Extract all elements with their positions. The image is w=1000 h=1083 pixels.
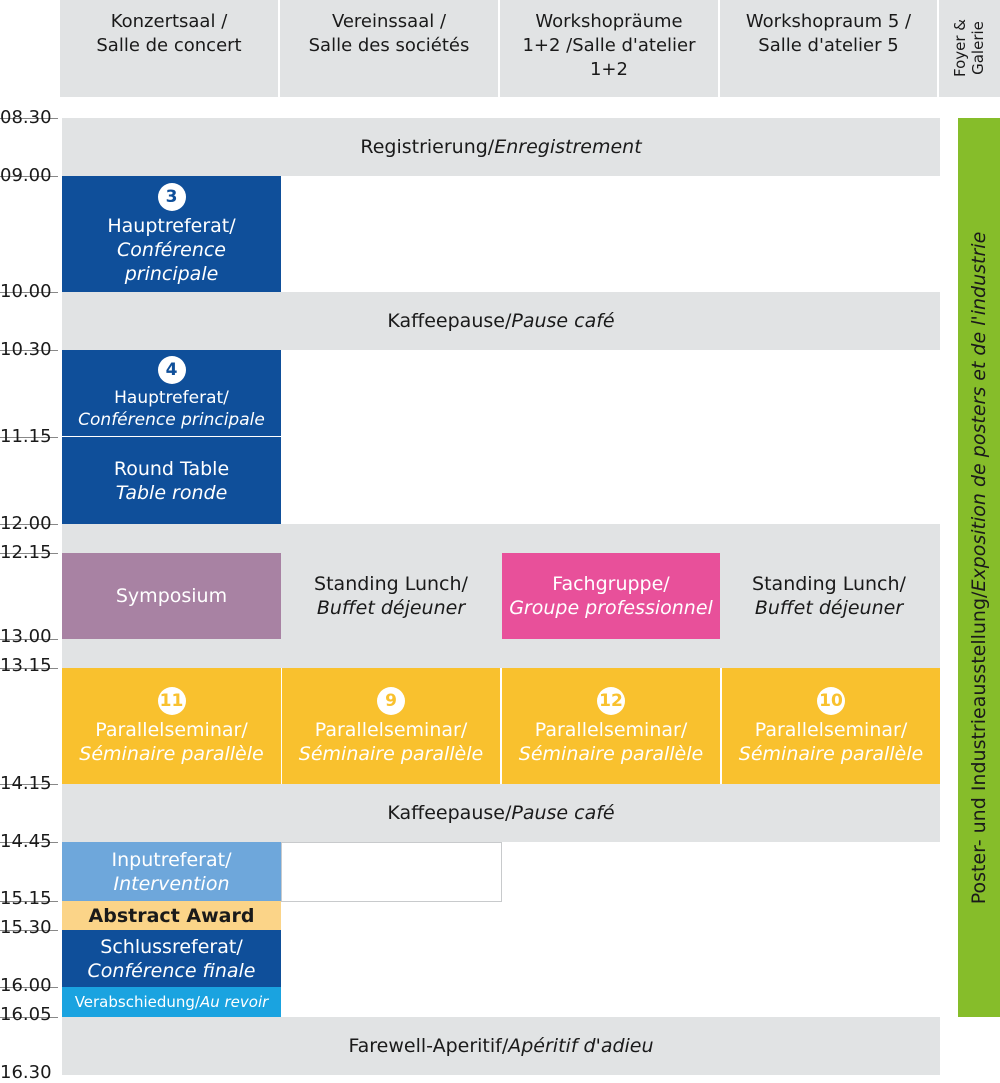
time-label: 08.30 bbox=[0, 107, 52, 128]
keynote-3-fr-line2: principale bbox=[124, 262, 219, 285]
time-label: 15.15 bbox=[0, 888, 52, 909]
coffee-1-de: Kaffeepause/ bbox=[387, 310, 512, 332]
session-number-badge: 4 bbox=[158, 356, 186, 384]
coffee-break-1 bbox=[62, 292, 940, 350]
input-talk-block bbox=[62, 842, 281, 901]
farewell-block bbox=[62, 987, 281, 1017]
session-number-badge: 3 bbox=[158, 183, 186, 211]
lunch-b-fr: Buffet déjeuner bbox=[754, 597, 904, 619]
header-line: Salle d'atelier 5 bbox=[758, 35, 899, 56]
seminar-de: Parallelseminar/ bbox=[754, 718, 908, 741]
column-header-foyer bbox=[939, 0, 1000, 97]
coffee-1-fr: Pause café bbox=[511, 310, 615, 332]
round-table-fr: Table ronde bbox=[115, 481, 228, 504]
keynote-3-block bbox=[62, 176, 281, 292]
input-de: Inputreferat/ bbox=[111, 848, 232, 871]
seminar-10-block bbox=[722, 668, 940, 784]
lunch-b-de: Standing Lunch/ bbox=[752, 573, 906, 595]
fachgruppe-fr: Groupe professionnel bbox=[509, 597, 713, 619]
time-label: 11.15 bbox=[0, 426, 52, 447]
symposium-block bbox=[62, 553, 281, 639]
closing-talk-block bbox=[62, 930, 281, 987]
time-label: 14.15 bbox=[0, 773, 52, 794]
award-label: Abstract Award bbox=[88, 904, 255, 927]
time-label: 10.30 bbox=[0, 339, 52, 360]
farewell-de: Verabschiedung/ bbox=[74, 993, 200, 1011]
input-fr: Intervention bbox=[113, 872, 230, 895]
header-line: Salle des sociétés bbox=[308, 35, 470, 56]
time-label: 09.00 bbox=[0, 165, 52, 186]
header-line: Salle de concert bbox=[96, 35, 242, 56]
time-label: 10.00 bbox=[0, 281, 52, 302]
session-number-badge: 10 bbox=[817, 687, 845, 715]
coffee-2-de: Kaffeepause/ bbox=[387, 802, 512, 824]
column-header-workshop-1-2 bbox=[500, 0, 718, 97]
seminar-12-block bbox=[502, 668, 720, 784]
abstract-award-block bbox=[62, 901, 281, 930]
closing-fr: Conférence finale bbox=[87, 959, 256, 982]
fachgruppe-block bbox=[502, 553, 720, 639]
aperitif-de: Farewell-Aperitif/ bbox=[348, 1035, 509, 1057]
time-label: 16.05 bbox=[0, 1004, 52, 1025]
aperitif-block bbox=[62, 1017, 940, 1075]
farewell-fr: Au revoir bbox=[199, 993, 269, 1011]
session-number-badge: 9 bbox=[377, 687, 405, 715]
seminar-de: Parallelseminar/ bbox=[534, 718, 688, 741]
coffee-break-2 bbox=[62, 784, 940, 842]
header-line: 1+2 /Salle d'atelier bbox=[522, 35, 696, 56]
seminar-de: Parallelseminar/ bbox=[314, 718, 468, 741]
seminar-fr: Séminaire parallèle bbox=[79, 742, 264, 765]
time-label: 16.00 bbox=[0, 975, 52, 996]
exhibition-bar bbox=[958, 118, 1000, 1017]
exhibition-fr: Exposition de posters et de l'industrie bbox=[968, 231, 990, 592]
header-line: Workshopräume bbox=[535, 11, 683, 32]
header-line: 1+2 bbox=[589, 59, 628, 80]
time-label: 16.30 bbox=[0, 1062, 52, 1083]
aperitif-fr: Apéritif d'adieu bbox=[508, 1035, 654, 1057]
header-line: Konzertsaal / bbox=[110, 11, 228, 32]
standing-lunch-a bbox=[282, 553, 500, 639]
empty-slot-vereinssaal bbox=[281, 842, 502, 902]
foyer-line: Galerie bbox=[969, 21, 987, 75]
time-label: 12.15 bbox=[0, 542, 52, 563]
time-label: 15.30 bbox=[0, 917, 52, 938]
seminar-fr: Séminaire parallèle bbox=[298, 742, 484, 765]
column-header-konzertsaal bbox=[60, 0, 278, 97]
seminar-de: Parallelseminar/ bbox=[95, 718, 248, 741]
exhibition-de: Poster- und Industrieausstellung/ bbox=[968, 591, 990, 905]
column-header-workshop-5 bbox=[720, 0, 937, 97]
fachgruppe-de: Fachgruppe/ bbox=[552, 573, 670, 595]
column-header-vereinssaal bbox=[280, 0, 498, 97]
registration-block bbox=[62, 118, 940, 176]
registration-fr: Enregistrement bbox=[494, 136, 642, 158]
time-label: 13.15 bbox=[0, 655, 52, 676]
symposium-label: Symposium bbox=[115, 585, 228, 607]
session-number-badge: 11 bbox=[158, 687, 186, 715]
header-line: Vereinssaal / bbox=[331, 11, 447, 32]
keynote-3-de: Hauptreferat/ bbox=[107, 214, 236, 237]
time-label: 13.00 bbox=[0, 626, 52, 647]
closing-de: Schlussreferat/ bbox=[100, 935, 243, 958]
time-label: 12.00 bbox=[0, 513, 52, 534]
round-table-block bbox=[62, 437, 281, 524]
seminar-11-block bbox=[62, 668, 281, 784]
round-table-de: Round Table bbox=[113, 457, 230, 480]
keynote-4-de: Hauptreferat/ bbox=[114, 388, 229, 408]
lunch-a-de: Standing Lunch/ bbox=[314, 573, 468, 595]
seminar-fr: Séminaire parallèle bbox=[518, 742, 704, 765]
seminar-fr: Séminaire parallèle bbox=[738, 742, 924, 765]
keynote-4-fr: Conférence principale bbox=[78, 410, 265, 430]
keynote-3-fr-line1: Conférence bbox=[117, 238, 226, 261]
lunch-a-fr: Buffet déjeuner bbox=[316, 597, 466, 619]
keynote-4-block bbox=[62, 350, 281, 437]
coffee-2-fr: Pause café bbox=[511, 802, 615, 824]
seminar-9-block bbox=[282, 668, 500, 784]
foyer-line: Foyer & bbox=[951, 18, 969, 78]
header-line: Workshopraum 5 / bbox=[745, 11, 912, 32]
time-label: 14.45 bbox=[0, 831, 52, 852]
session-number-badge: 12 bbox=[597, 687, 625, 715]
registration-de: Registrierung/ bbox=[360, 136, 495, 158]
standing-lunch-b bbox=[720, 553, 938, 639]
